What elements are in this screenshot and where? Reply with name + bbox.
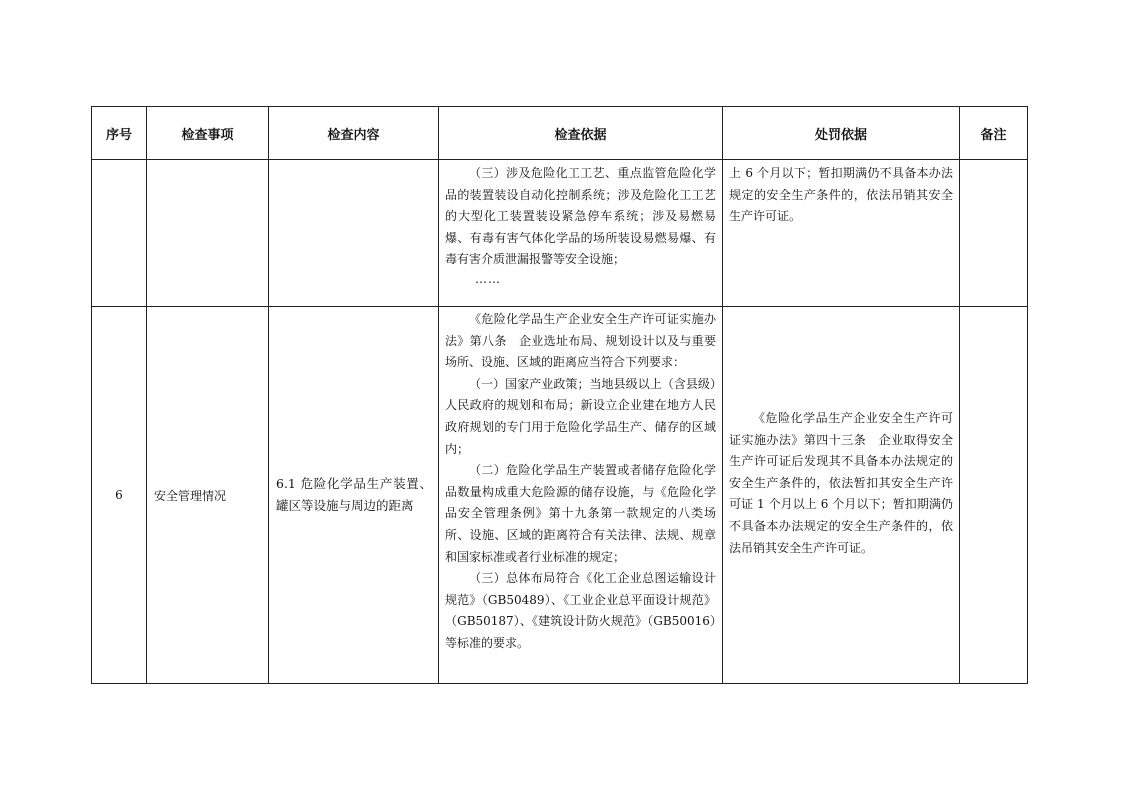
cell-basis	[439, 307, 723, 684]
header-seq: 序号	[92, 107, 147, 160]
basis-paragraph: （三）涉及危险化工工艺、重点监管危险化学品的装置装设自动化控制系统；涉及危险化工工艺的大型化工装置装设紧急停车系统；涉及易燃易爆、有毒有害气体化学品的场所装设易燃易爆、有毒有害介质泄漏报警等安全设施；	[445, 166, 716, 267]
cell-content	[269, 307, 439, 684]
cell-item: 安全管理情况	[147, 307, 269, 684]
cell-content	[269, 160, 439, 307]
basis-paragraph: 《危险化学品生产企业安全生产许可证实施办法》第八条 企业选址布局、规划设计以及与重要场所、设施、区域的距离应当符合下列要求：	[445, 312, 716, 370]
cell-seq	[92, 160, 147, 307]
table-row-continuation	[92, 160, 1028, 307]
penalty-paragraph: 《危险化学品生产企业安全生产许可证实施办法》第四十三条 企业取得安全生产许可证后发现其不具备本办法规定的安全生产条件的，依法暂扣其安全生产许可证 1 个月以上 6 个月以下；暂扣期满仍不具备本办法规定的安全生产条件的，依法吊销其安全生产许可证。	[729, 411, 953, 555]
penalty-paragraph: 上 6 个月以下；暂扣期满仍不具备本办法规定的安全生产条件的，依法吊销其安全生产许可证。	[729, 166, 953, 224]
cell-item	[147, 160, 269, 307]
header-row	[92, 107, 1028, 160]
content-paragraph: 6.1 危险化学品生产装置、罐区等设施与周边的距离	[276, 476, 432, 513]
basis-ellipsis: ……	[475, 271, 501, 286]
cell-seq: 6	[92, 307, 147, 684]
header-penalty: 处罚依据	[723, 107, 960, 160]
table-row-6	[92, 307, 1028, 684]
header-content: 检查内容	[269, 107, 439, 160]
basis-paragraph: （三）总体布局符合《化工企业总图运输设计规范》（GB50489）、《工业企业总平面设计规范》（GB50187）、《建筑设计防火规范》（GB50016）等标准的要求。	[445, 571, 716, 650]
header-remark: 备注	[960, 107, 1028, 160]
cell-remark	[960, 307, 1028, 684]
header-basis: 检查依据	[439, 107, 723, 160]
cell-penalty	[723, 160, 960, 307]
cell-basis	[439, 160, 723, 307]
basis-paragraph: （二）危险化学品生产装置或者储存危险化学品数量构成重大危险源的储存设施，与《危险化学品安全管理条例》第十九条第一款规定的八类场所、设施、区域的距离符合有关法律、法规、规章和国家标准或者行业标准的规定；	[445, 463, 716, 564]
cell-penalty	[723, 307, 960, 684]
header-item: 检查事项	[147, 107, 269, 160]
inspection-table	[91, 106, 1028, 684]
basis-paragraph: （一）国家产业政策；当地县级以上（含县级）人民政府的规划和布局；新设立企业建在地方人民政府规划的专门用于危险化学品生产、储存的区域内；	[445, 376, 716, 456]
cell-remark	[960, 160, 1028, 307]
